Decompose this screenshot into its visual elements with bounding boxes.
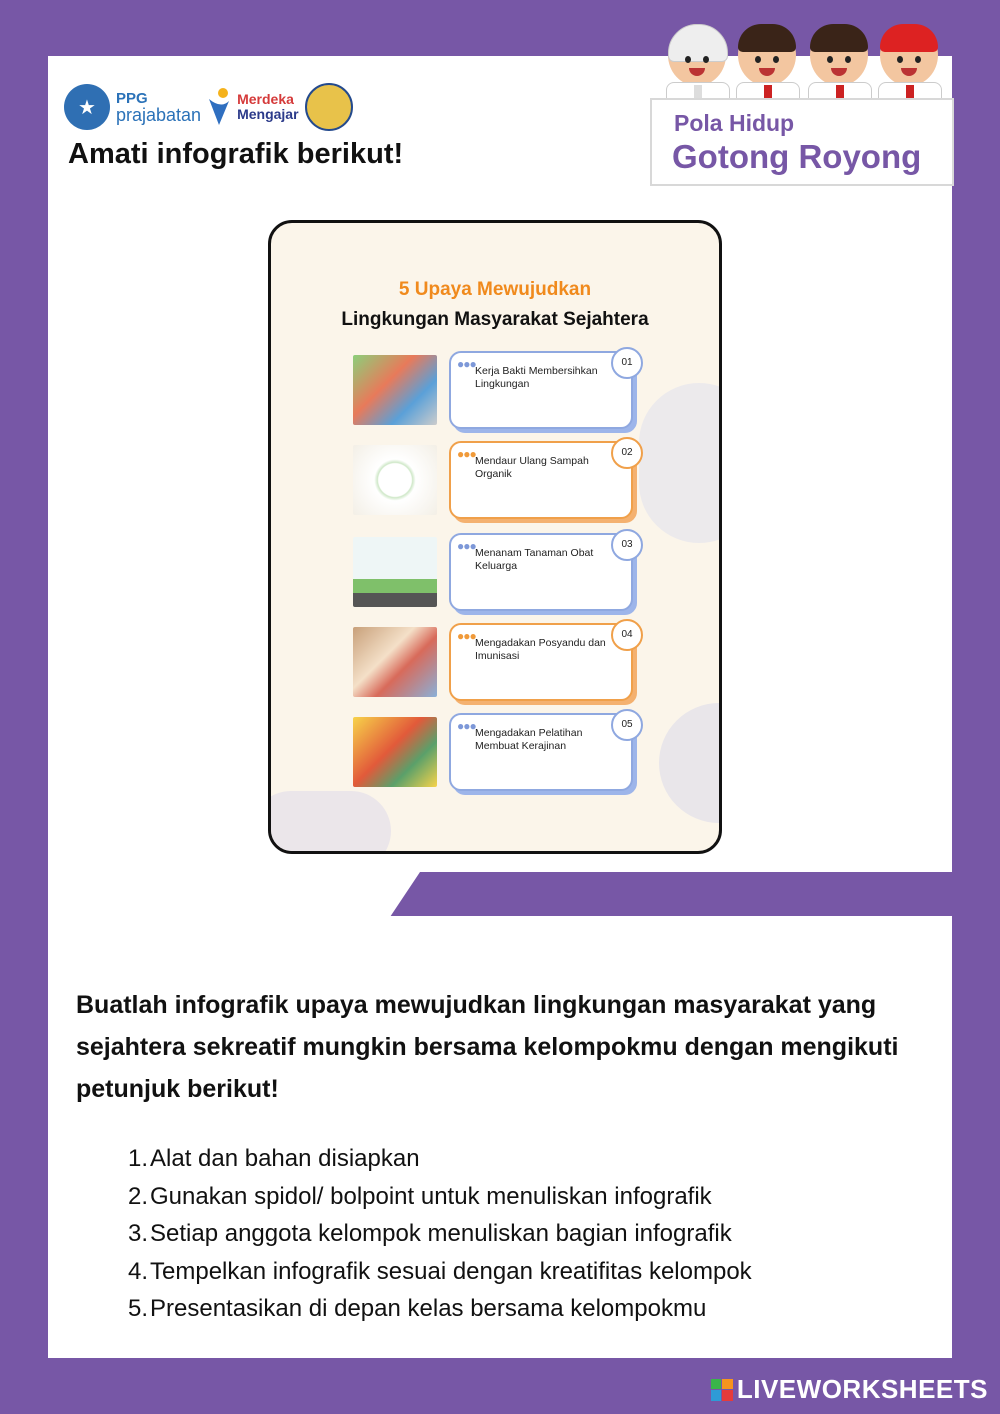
list-item: 1. Alat dan bahan disiapkan [127,1145,420,1172]
compost-illustration [353,445,437,515]
student-face [810,24,868,86]
task-prompt: Buatlah infografik upaya mewujudkan lingkungan masyarakat yang sejahtera sekreatif mungkin bersama kelompokmu dengan mengikuti petunjuk berikut! [76,991,899,1103]
step-label: Kerja Bakti Membersihkan Lingkungan [475,365,598,390]
toga-plants-illustration [353,537,437,607]
students-illustration [660,18,960,110]
infographic-step: ●●● Menanam Tanaman Obat Keluarga 03 [353,533,653,613]
ppg-logo-bottom: prajabatan [116,104,202,125]
logo-strip [64,80,384,134]
observe-instruction: Amati infografik berikut! [68,138,404,170]
step-number: 05 [611,709,643,741]
merdeka-mengajar-logo [207,87,298,127]
ppg-logo-top: PPG [116,89,148,107]
uad-seal-logo [305,83,353,131]
step-label: Mengadakan Posyandu dan Imunisasi [475,637,606,662]
student-face [880,24,938,86]
mm-line1: Merdeka [237,91,294,108]
ppg-logo [116,91,201,124]
step-label: Menanam Tanaman Obat Keluarga [475,547,594,572]
infographic-title-line2: Lingkungan Masyarakat Sejahtera [341,309,649,330]
list-item: 2. Gunakan spidol/ bolpoint untuk menuliskan infografik [127,1182,712,1210]
student-face [738,24,796,86]
infographic-title-line1: 5 Upaya Mewujudkan [398,279,592,300]
infographic-step: ●●● Mendaur Ulang Sampah Organik 02 [353,441,653,521]
step-label: Mengadakan Pelatihan Membuat Kerajinan [475,727,583,752]
infographic-step: ●●● Mengadakan Posyandu dan Imunisasi 04 [353,623,653,703]
liveworksheets-icon [711,1379,733,1401]
infographic-step: ●●● Mengadakan Pelatihan Membuat Kerajinan 05 [353,713,653,793]
task-steps-list [120,1140,920,1328]
step-number: 02 [611,437,643,469]
merdeka-mengajar-mark-icon [207,87,233,127]
list-item: 3. Setiap anggota kelompok menuliskan bagian infografik [127,1220,732,1247]
student-face [668,24,726,86]
infographic-image [268,220,722,854]
list-item: 4. Tempelkan infografik sesuai dengan kreatifitas kelompok [127,1257,752,1285]
topic-title: Gotong Royong [672,138,922,175]
step-number: 01 [611,347,643,379]
mm-line2: Mengajar [237,106,299,122]
crafts-illustration [353,717,437,787]
kemendikbud-logo: ★ [64,84,110,130]
list-item: 5. Presentasikan di depan kelas bersama kelompokmu [127,1295,707,1322]
cleanup-illustration [353,355,437,425]
posyandu-illustration [353,627,437,697]
step-number: 03 [611,529,643,561]
infographic-step: ●●● Kerja Bakti Membersihkan Lingkungan 01 [353,351,653,431]
step-number: 04 [611,619,643,651]
watermark-text: LIVEWORKSHEETS [736,1374,988,1404]
liveworksheets-watermark [711,1374,988,1405]
step-label: Mendaur Ulang Sampah Organik [475,455,589,480]
topic-small: Pola Hidup [674,110,795,136]
